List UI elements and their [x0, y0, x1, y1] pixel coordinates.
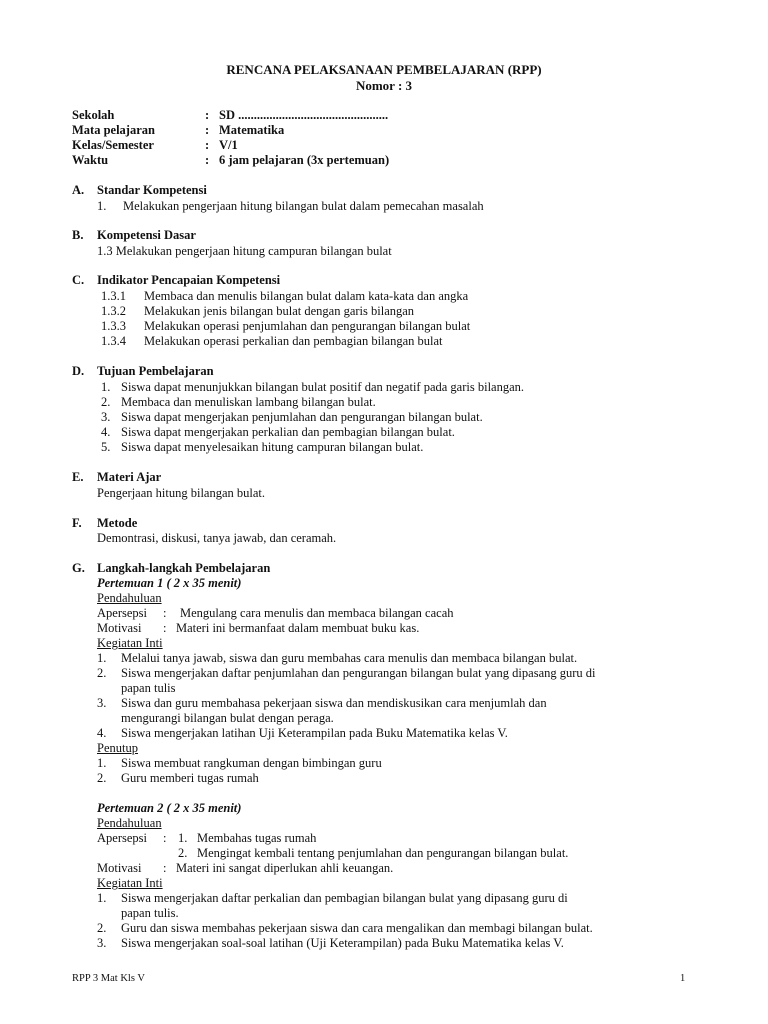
document-subtitle: Nomor : 3 [355, 78, 413, 93]
footer-document-code: RPP 3 Mat Kls V [72, 973, 145, 984]
list-number: 1.3.3 [101, 319, 126, 333]
colon: : [163, 621, 167, 635]
list-item-text: Siswa dapat menyelesaikan hitung campuran bilangan bulat. [121, 440, 424, 454]
apersepsi-text: Mengulang cara menulis dan membaca bilangan cacah [180, 606, 454, 620]
list-number: 3. [97, 936, 107, 950]
list-item-text: Siswa dapat mengerjakan perkalian dan pembagian bilangan bulat. [121, 425, 455, 439]
list-number: 4. [101, 425, 111, 439]
list-number: 1.3.1 [101, 289, 126, 303]
list-item-text: Siswa mengerjakan daftar penjumlahan dan pengurangan bilangan bulat yang dipasang guru di [121, 666, 596, 680]
section-a-heading: Standar Kompetensi [97, 183, 207, 197]
list-item-text: Melakukan operasi penjumlahan dan pengurangan bilangan bulat [144, 319, 471, 333]
section-e-heading: Materi Ajar [97, 470, 162, 484]
list-number: 2. [178, 846, 188, 860]
motivasi-text: Materi ini sangat diperlukan ahli keuangan. [176, 861, 394, 875]
list-item-text-cont: papan tulis [121, 681, 176, 695]
section-g-heading: Langkah-langkah Pembelajaran [97, 561, 271, 575]
info-value-kelas: V/1 [219, 138, 238, 152]
list-number: 1. [97, 756, 107, 770]
motivasi-label: Motivasi [97, 621, 142, 635]
info-colon: : [205, 108, 210, 122]
info-label-waktu: Waktu [72, 153, 109, 167]
list-number: 1. [97, 199, 107, 213]
list-number: 3. [101, 410, 111, 424]
list-item-text: Siswa mengerjakan daftar perkalian dan pembagian bilangan bulat yang dipasang guru di [121, 891, 568, 905]
info-value-mapel: Matematika [219, 123, 285, 137]
list-item-text: Membahas tugas rumah [197, 831, 317, 845]
info-label-kelas: Kelas/Semester [72, 138, 154, 152]
info-colon: : [205, 123, 210, 137]
list-item-text: Siswa dapat mengerjakan penjumlahan dan pengurangan bilangan bulat. [121, 410, 483, 424]
list-number: 1.3.4 [101, 334, 126, 348]
section-c-letter: C. [72, 273, 85, 287]
footer-page-number: 1 [680, 973, 686, 984]
list-number: 2. [97, 666, 107, 680]
list-item-text: Siswa dapat menunjukkan bilangan bulat positif dan negatif pada garis bilangan. [121, 380, 525, 394]
section-f-letter: F. [72, 516, 82, 530]
list-item-text: Melalui tanya jawab, siswa dan guru membahas cara menulis dan membaca bilangan bulat. [121, 651, 578, 665]
info-value-waktu: 6 jam pelajaran (3x pertemuan) [219, 153, 390, 167]
colon: : [163, 861, 167, 875]
apersepsi-label: Apersepsi [97, 831, 147, 845]
subheading-pendahuluan: Pendahuluan [97, 591, 162, 605]
list-item-text: Membaca dan menuliskan lambang bilangan bulat. [121, 395, 376, 409]
list-number: 3. [97, 696, 107, 710]
info-value-sekolah: SD ................................................ [219, 108, 389, 122]
motivasi-label: Motivasi [97, 861, 142, 875]
section-d-heading: Tujuan Pembelajaran [97, 364, 214, 378]
list-item-text: Melakukan jenis bilangan bulat dengan garis bilangan [144, 304, 415, 318]
meeting-2-title: Pertemuan 2 ( 2 x 35 menit) [97, 801, 242, 815]
colon: : [163, 606, 167, 620]
list-item-text: Guru memberi tugas rumah [121, 771, 259, 785]
info-label-sekolah: Sekolah [72, 108, 115, 122]
list-item-text: Mengingat kembali tentang penjumlahan dan pengurangan bilangan bulat. [197, 846, 569, 860]
section-text: Pengerjaan hitung bilangan bulat. [97, 486, 266, 500]
section-b-heading: Kompetensi Dasar [97, 228, 196, 242]
list-number: 1. [101, 380, 111, 394]
meeting-1-title: Pertemuan 1 ( 2 x 35 menit) [97, 576, 242, 590]
apersepsi-label: Apersepsi [97, 606, 147, 620]
list-item-text: Melakukan pengerjaan hitung bilangan bulat dalam pemecahan masalah [123, 199, 484, 213]
list-item-text: Melakukan operasi perkalian dan pembagian bilangan bulat [144, 334, 443, 348]
list-item-text-cont: mengurangi bilangan bulat dengan peraga. [121, 711, 334, 725]
document-title: RENCANA PELAKSANAAN PEMBELAJARAN (RPP) [226, 62, 542, 77]
motivasi-text: Materi ini bermanfaat dalam membuat buku kas. [176, 621, 420, 635]
list-item-text: Guru dan siswa membahas pekerjaan siswa dan cara mengalikan dan membagi bilangan bulat. [121, 921, 593, 935]
list-number: 5. [101, 440, 111, 454]
list-item-text: Siswa membuat rangkuman dengan bimbingan guru [121, 756, 382, 770]
section-g-letter: G. [72, 561, 85, 575]
list-number: 1. [178, 831, 188, 845]
list-number: 2. [97, 921, 107, 935]
info-colon: : [205, 153, 210, 167]
section-b-letter: B. [72, 228, 84, 242]
info-label-mapel: Mata pelajaran [72, 123, 155, 137]
section-d-letter: D. [72, 364, 85, 378]
section-text: Demontrasi, diskusi, tanya jawab, dan ceramah. [97, 531, 337, 545]
colon: : [163, 831, 167, 845]
list-item-text: 1.3 Melakukan pengerjaan hitung campuran bilangan bulat [97, 244, 392, 258]
list-item-text: Siswa dan guru membahasa pekerjaan siswa dan mendiskusikan cara menjumlah dan [121, 696, 547, 710]
list-item-text: Siswa mengerjakan soal-soal latihan (Uji Keterampilan) pada Buku Matematika kelas V. [121, 936, 564, 950]
section-f-heading: Metode [97, 516, 138, 530]
section-a-letter: A. [72, 183, 85, 197]
subheading-kegiatan-inti: Kegiatan Inti [97, 876, 163, 890]
list-item-text: Siswa mengerjakan latihan Uji Keterampilan pada Buku Matematika kelas V. [121, 726, 508, 740]
list-number: 1.3.2 [101, 304, 126, 318]
info-colon: : [205, 138, 210, 152]
list-number: 1. [97, 651, 107, 665]
section-e-letter: E. [72, 470, 84, 484]
subheading-penutup: Penutup [97, 741, 138, 755]
list-number: 4. [97, 726, 107, 740]
list-number: 1. [97, 891, 107, 905]
section-c-heading: Indikator Pencapaian Kompetensi [97, 273, 281, 287]
list-item-text: Membaca dan menulis bilangan bulat dalam kata-kata dan angka [144, 289, 469, 303]
list-number: 2. [101, 395, 111, 409]
list-number: 2. [97, 771, 107, 785]
subheading-pendahuluan: Pendahuluan [97, 816, 162, 830]
list-item-text-cont: papan tulis. [121, 906, 179, 920]
subheading-kegiatan-inti: Kegiatan Inti [97, 636, 163, 650]
